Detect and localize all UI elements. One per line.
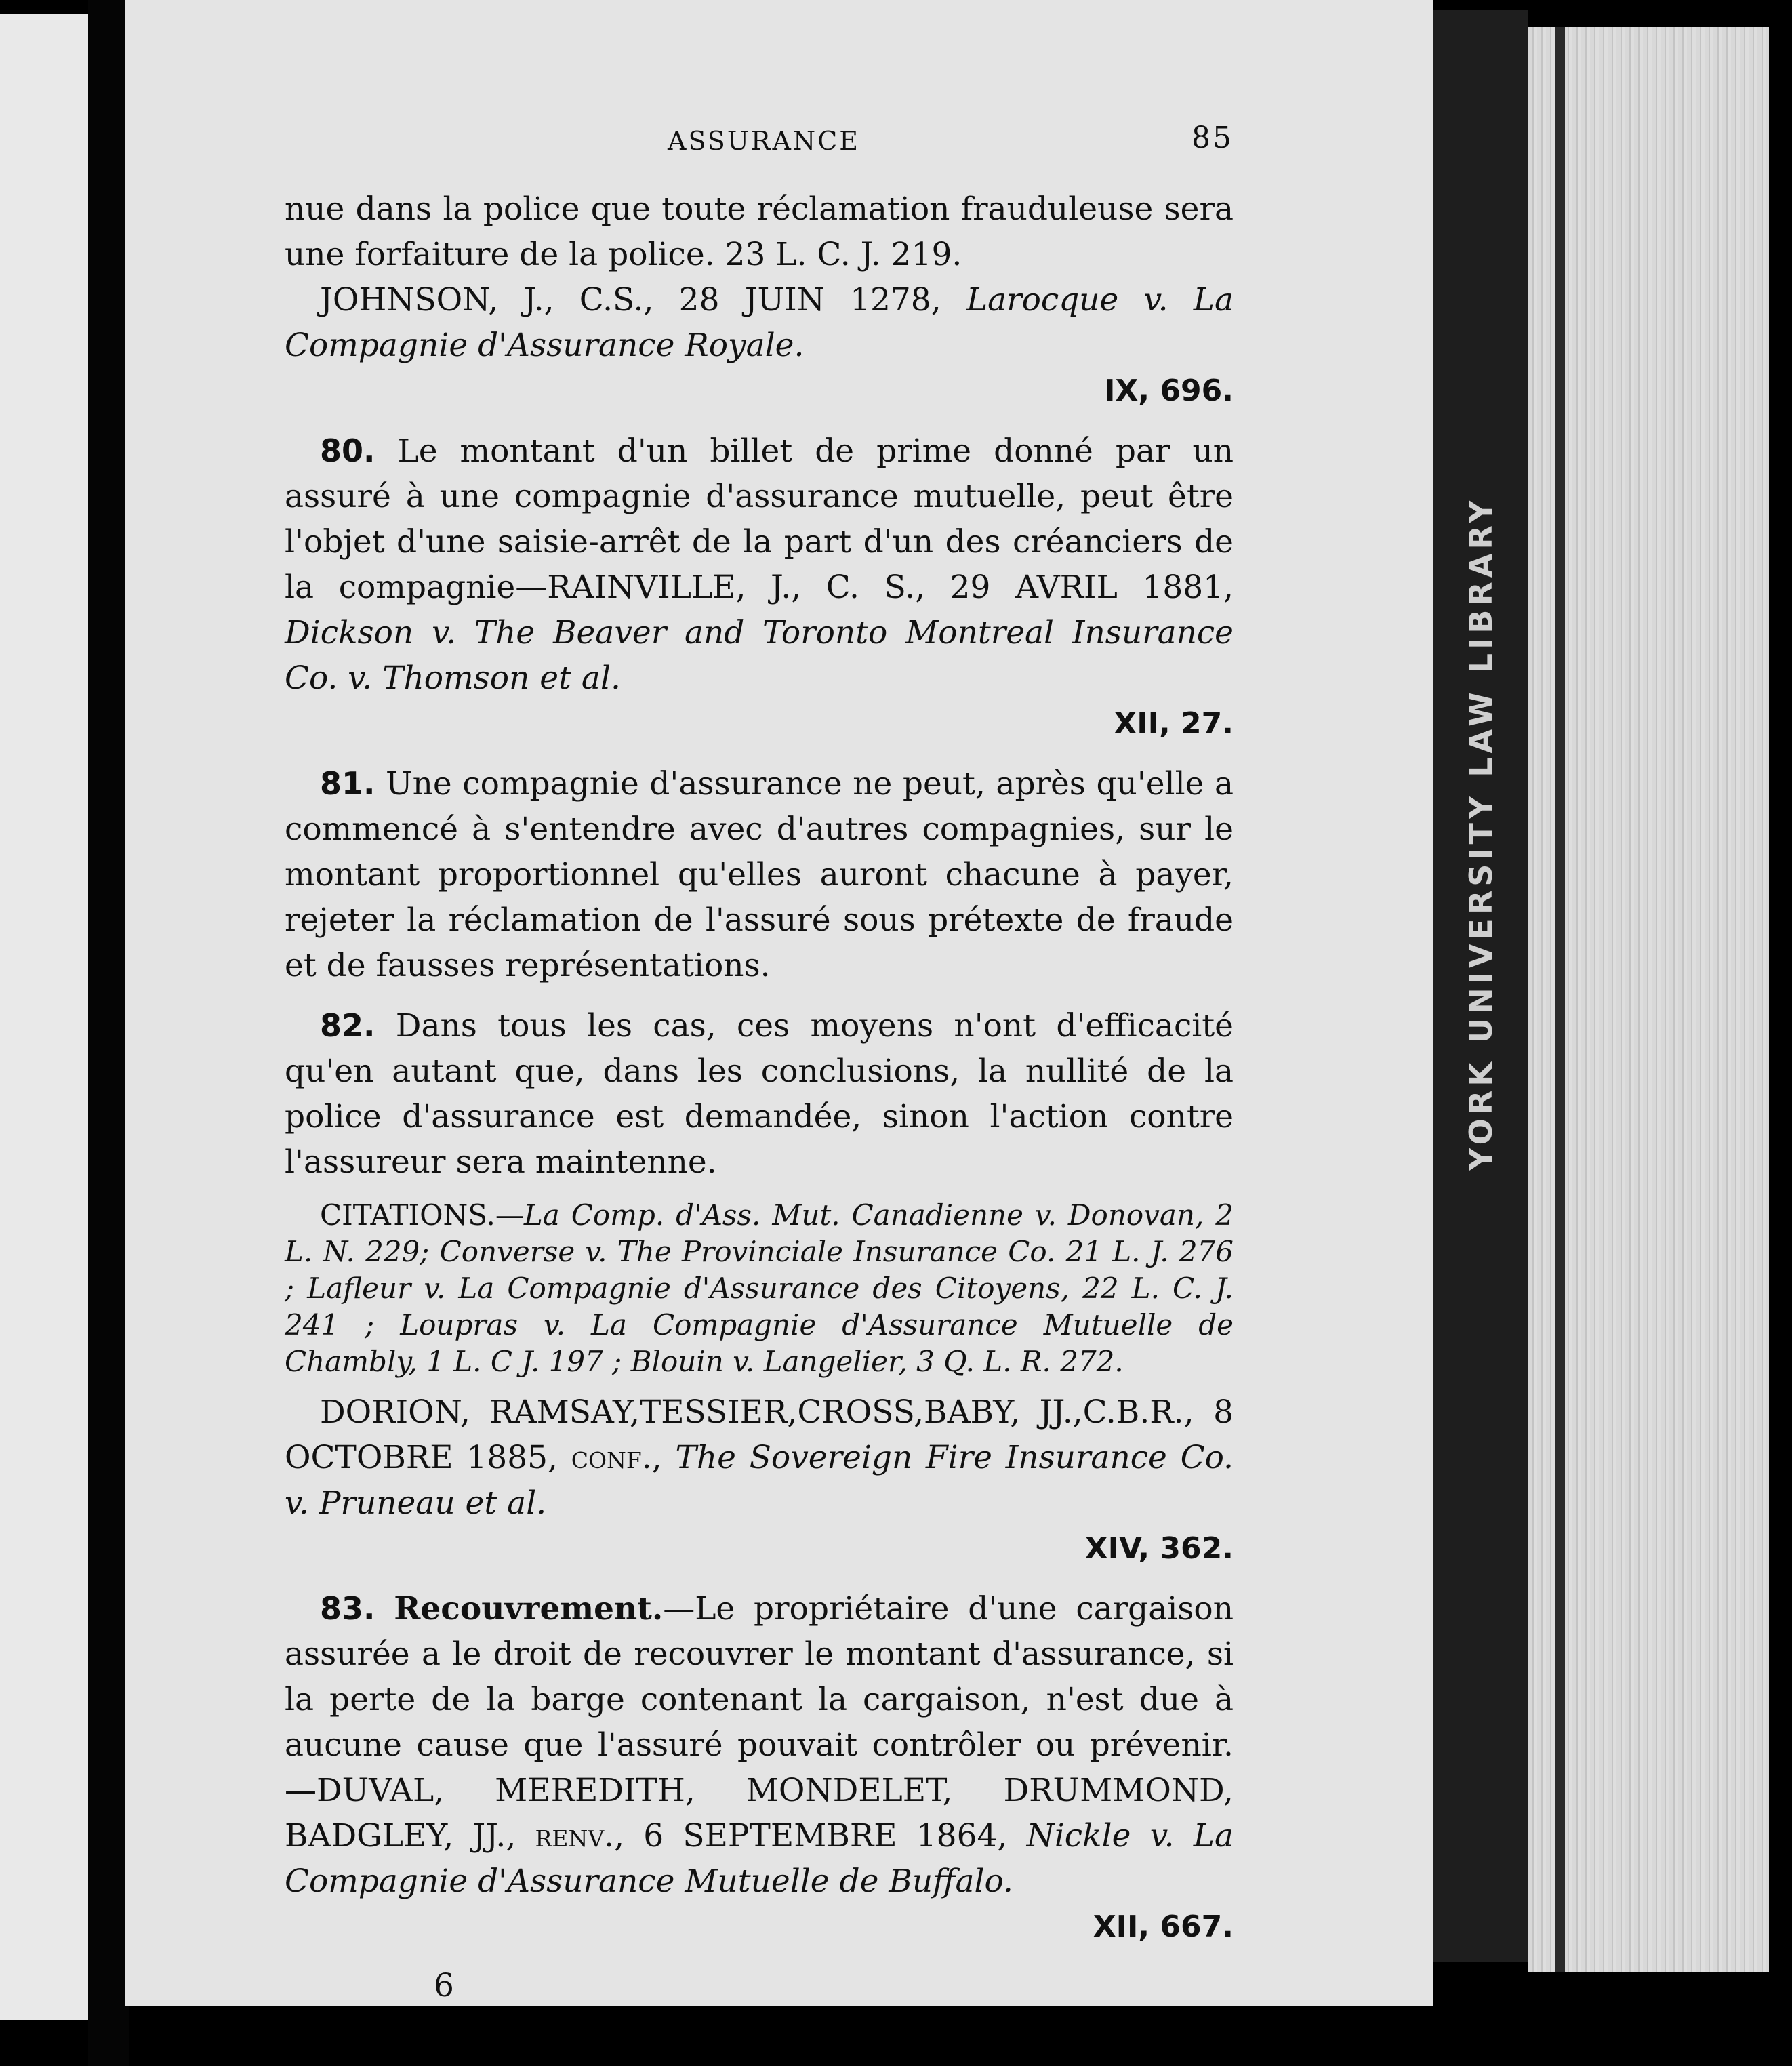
entry-number: 83. <box>320 1590 375 1627</box>
entry-text: nue dans la police que toute réclamation frauduleuse sera une forfaiture de la police. 23 L. C. J. 219. <box>285 190 1234 273</box>
entry-80 <box>285 428 1234 746</box>
entry-number: 81. <box>320 765 375 802</box>
judge-line: DORION, RAMSAY,TESSIER,CROSS,BABY, JJ.,C.B.R., 8 OCTOBRE 1885, conf., <box>285 1394 1234 1476</box>
entry-citation <box>285 277 1234 368</box>
citations-block <box>285 1197 1234 1380</box>
volume-reference: XIV, 362. <box>1084 1531 1234 1566</box>
entry-number: 82. <box>320 1007 375 1044</box>
reference-row <box>285 368 1234 413</box>
page-text-block <box>285 112 1234 2010</box>
judge-line: RAINVILLE, J., C. S., 29 AVRIL 1881, <box>547 569 1234 606</box>
case-name: Dickson v. The Beaver and Toronto Montreal Insurance Co. v. Thomson et al. <box>285 614 1234 697</box>
running-title: ASSURANCE <box>668 126 860 156</box>
entry-text <box>285 428 1234 701</box>
reference-row <box>285 701 1234 746</box>
facing-page-edge <box>0 14 88 2020</box>
entry-body: Le montant d'un billet de prime donné par un assuré à une compagnie d'assurance mutuelle, peut être l'objet d'une saisie-arrêt de la part d'un des créanciers de la compagnie— <box>285 432 1234 606</box>
signature-row <box>285 1963 1234 2010</box>
case-name: Nickle v. La Compagnie d'Assurance Mutuelle de Buffalo. <box>285 1817 1234 1900</box>
running-head <box>285 112 1234 159</box>
entry-82 <box>285 1003 1234 1571</box>
judge-line: JOHNSON, J., C.S., 28 JUIN 1278, <box>320 281 941 319</box>
entry-body: Une compagnie d'assurance ne peut, après qu'elle a commencé à s'entendre avec d'autres compagnies, sur le montant proportionnel qu'elles auront chacune à payer, rejeter la réclamation de l'assuré sous prétexte de fraude et de fausses représentations. <box>285 765 1234 984</box>
entry-83 <box>285 1586 1234 1949</box>
entry-81 <box>285 761 1234 988</box>
volume-reference: XII, 667. <box>1093 1909 1234 1944</box>
signature-mark: 6 <box>434 1967 454 2004</box>
page-number: 85 <box>1192 121 1234 155</box>
citations-label: CITATIONS.— <box>320 1198 524 1232</box>
case-name: Larocque v. La Compagnie d'Assurance Royale. <box>285 281 1234 364</box>
entry-body: Dans tous les cas, ces moyens n'ont d'efficacité qu'en autant que, dans les conclusions, la nullité de la police d'assurance est demandée, sinon l'action contre l'assureur sera maintenne. <box>285 1007 1234 1181</box>
entry-text <box>285 1586 1234 1904</box>
entry-text <box>285 1003 1234 1185</box>
entry-citation <box>285 1390 1234 1526</box>
volume-reference: XII, 27. <box>1114 706 1234 741</box>
entry-heading: Recouvrement. <box>394 1590 664 1627</box>
judge-line: DUVAL, MEREDITH, MONDELET, DRUMMOND, BADGLEY, JJ., renv., 6 SEPTEMBRE 1864, <box>285 1772 1234 1855</box>
entry-number: 80. <box>320 432 375 469</box>
reference-row <box>285 1904 1234 1949</box>
citations-list: La Comp. d'Ass. Mut. Canadienne v. Donovan, 2 L. N. 229; Converse v. The Provinciale Insurance Co. 21 L. J. 276 ; Lafleur v. La Compagnie d'Assurance des Citoyens, 22 L. C. J. 241 ; Loupras v. La Compagnie d'Assurance Mutuelle de Chambly, 1 L. C J. 197 ; Blouin v. Langelier, 3 Q. L. R. 272. <box>285 1198 1234 1378</box>
entry-continuation <box>285 186 1234 413</box>
page-block-shadow <box>1555 27 1565 1972</box>
case-name: The Sovereign Fire Insurance Co. v. Pruneau et al. <box>285 1439 1234 1522</box>
reference-row <box>285 1526 1234 1571</box>
book-gutter <box>88 0 129 2066</box>
volume-reference: IX, 696. <box>1104 373 1234 408</box>
spine-label: YORK UNIVERSITY LAW LIBRARY <box>1463 496 1499 1171</box>
entry-body: —Le propriétaire d'une cargaison assurée a le droit de recouvrer le montant d'assurance, si la perte de la barge contenant la cargaison, n'est due à aucune cause que l'assuré pouvait contrôler ou prévenir.— <box>285 1590 1234 1809</box>
entry-text <box>285 761 1234 988</box>
